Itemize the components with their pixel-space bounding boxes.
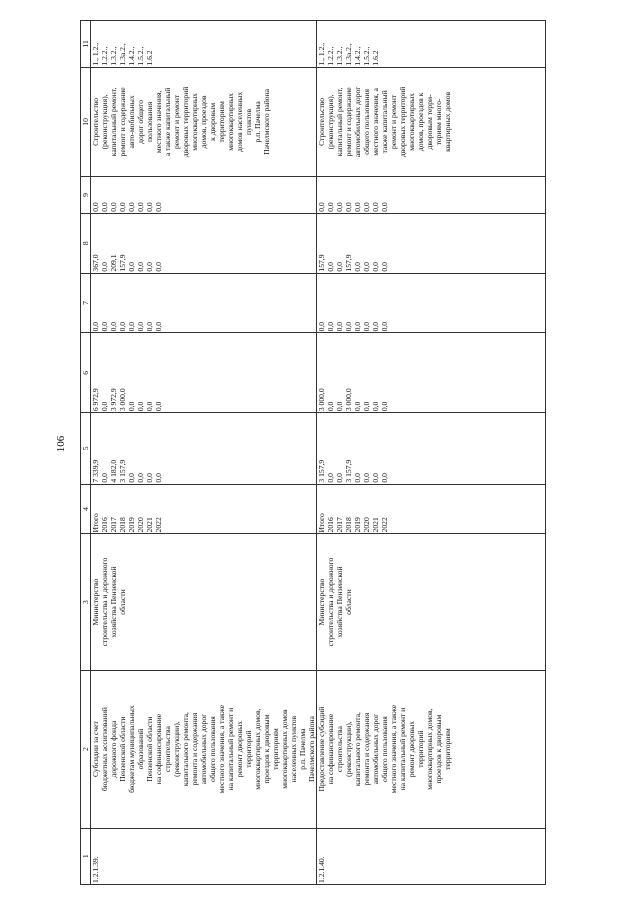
cell-line: 0,0 [127,473,136,483]
cell-line: домов населенных [235,91,244,152]
cell-line: 0,0 [100,202,109,212]
cell-line: образований [136,728,145,770]
cell-line: 1.2.2., [326,46,335,66]
cell-line: 0,0 [317,321,326,332]
cell-line: местного значения, а также [217,704,226,794]
cell-line: 1.3.2., [335,46,344,66]
cell-line: хозяйства Пензенской [335,566,344,638]
cell-line: 0,0 [353,401,362,412]
funding-column-9 [91,177,317,214]
cell-line: дорожного фонда [109,720,118,778]
cell-line: 0,0 [371,473,380,483]
cell-line: 0,0 [353,262,362,272]
cell-line: 0,0 [335,262,344,272]
cell-line: 1.5.2., [362,46,371,66]
cell-line: местного значения, а также [389,704,398,794]
cell-line: ремонт и содержание [344,87,353,157]
cell-line: 157,9 [344,254,353,272]
cell-line: Пачелмского района [262,88,271,155]
cell-line: 0,0 [154,321,163,332]
cell-line: (реконструкция), [100,94,109,150]
cell-line: 1., 1.2., [317,42,326,66]
year-list [317,484,546,534]
cell-line: 2016 [100,517,109,533]
cell-line: 2018 [344,517,353,533]
cell-line: к дворовым [208,102,217,141]
executor [91,534,317,670]
cell-line: 157,9 [317,254,326,272]
cell-line: автомобильных дорог [199,713,208,785]
program-table [80,20,546,885]
cell-line: 0,0 [326,321,335,332]
column-number: 5 [81,413,91,484]
cell-line: 0,0 [371,401,380,412]
cell-line: 0,0 [326,473,335,483]
cell-line: 0,0 [380,262,389,272]
cell-line: местного значения, а [371,88,380,156]
cell-line: 0,0 [100,473,109,483]
cell-line: Министерство [91,578,100,626]
cell-line: дорог общего [136,99,145,144]
column-number: 9 [81,177,91,214]
cell-line: 0,0 [362,401,371,412]
cell-line: 3 972,9 [109,388,118,412]
cell-line: многоквартирных [226,93,235,151]
cell-line: 0,0 [136,321,145,332]
cell-line: территориям [271,728,280,770]
cell-line: многоквартирных домов, [253,708,262,790]
column-number: 2 [81,670,91,828]
cell-line: 2018 [118,517,127,533]
cell-line: Субсидии за счет [91,721,100,777]
cell-line: территорий [416,730,425,768]
cell-line: 2020 [136,517,145,533]
column-number: 1 [81,828,91,884]
cell-line: на капитальный ремонт и [398,707,407,791]
cell-line: 0,0 [326,262,335,272]
cell-line: пользования [145,101,154,143]
cell-line: капитального ремонта, [181,712,190,787]
cell-line: 0,0 [344,321,353,332]
cell-line: 0,0 [380,202,389,212]
cell-line: 0,0 [353,321,362,332]
cell-line: 0,0 [145,401,154,412]
cell-line: 2019 [127,517,136,533]
cell-line: многоквартирных домов, [425,708,434,790]
cell-line: 2021 [145,517,154,533]
funding-column-7 [317,273,546,333]
cell-line: 0,0 [109,202,118,212]
funding-total [91,413,317,484]
cell-line: также капитальный [380,90,389,154]
measure-number: 1.2.1.40. [317,828,546,884]
cell-line: 0,0 [127,321,136,332]
cell-line: 0,0 [145,321,154,332]
cell-line: 0,0 [145,473,154,483]
expected-result [317,67,546,177]
cell-line: 0,0 [127,401,136,412]
cell-line: (реконструкции), [172,721,181,777]
cell-line: автомобильных дорог [371,713,380,785]
cell-line: 2022 [380,517,389,533]
cell-line: ремонта и содержания [362,712,371,786]
cell-line: Пензенской области [118,716,127,782]
cell-line: на софинансирование [154,713,163,785]
cell-line: строительства [163,726,172,773]
cell-line: 1.6.2 [145,50,154,66]
cell-line: общего пользования [362,89,371,155]
cell-line: 0,0 [335,202,344,212]
cell-line: ремонт дворовых [235,720,244,778]
cell-line: хозяйства Пензенской [109,566,118,638]
column-number: 6 [81,333,91,413]
cell-line: Предоставление субсидий [317,706,326,792]
cell-line: 0,0 [344,202,353,212]
cell-line: области [344,589,353,615]
cell-line: Пачелмского района [307,716,316,783]
cell-line: общего пользования [208,716,217,782]
cell-line: 0,0 [380,473,389,483]
table-row [317,21,546,885]
funding-column-7 [91,273,317,333]
cell-line: 0,0 [353,202,362,212]
cell-line: 0,0 [154,202,163,212]
cell-line: 0,0 [118,321,127,332]
cell-line: 0,0 [335,321,344,332]
cell-line: общего пользования [380,716,389,782]
cell-line: 0,0 [362,262,371,272]
cell-line: 4 182,0 [109,459,118,483]
cell-line: 3 157,9 [118,459,127,483]
table-row [91,21,317,885]
cell-line: многоквартирных домов [280,709,289,789]
cell-line: ремонта и содержания [190,712,199,786]
cell-line: Итого [91,513,100,533]
cell-line: 0,0 [127,202,136,212]
cell-line: 0,0 [154,473,163,483]
cell-line: 1.3а.2., [118,43,127,66]
cell-line: 0,0 [362,321,371,332]
cell-line: дворовым терри- [425,94,434,150]
cell-line: территорий [244,730,253,768]
cell-line: домов, проездов к [416,92,425,152]
cell-line: 7 339,9 [91,459,100,483]
cell-line: Строительство [91,97,100,146]
cell-line: 1.5.2., [136,46,145,66]
cell-line: многоквартирных [407,93,416,151]
cell-line: автомобильных дорог [353,86,362,158]
cell-line: 0,0 [371,321,380,332]
cell-line: 2021 [371,517,380,533]
expected-result [91,67,317,177]
cell-line: 2016 [326,517,335,533]
cell-line: проездов к дворовым [262,714,271,784]
cell-line: а также капитальный [163,87,172,157]
cell-line: бюджетных ассигнований [100,707,109,792]
cell-line: 1.4.2., [353,46,362,66]
cell-line: авто-мобильных [127,95,136,149]
cell-line: 1.6.2 [371,50,380,66]
cell-line: проездов к дворовым [434,714,443,784]
cell-line: 0,0 [154,401,163,412]
cell-line: дворовых территорий [181,86,190,158]
cell-line: местного значения, [154,90,163,154]
cell-line: 6 972,9 [91,388,100,412]
cell-line: 0,0 [335,473,344,483]
measure-description [317,670,546,828]
funding-regional [91,333,317,413]
cell-line: (реконструкция), [326,94,335,150]
funding-total [317,413,546,484]
cell-line: ремонт дворовых [407,720,416,778]
cell-line: строительства [335,726,344,773]
cell-line: 3 000,0 [317,388,326,412]
cell-line: (реконструкции), [344,721,353,777]
cell-line: 0,0 [353,473,362,483]
cell-line: р.п. Пачелма [253,101,262,143]
cell-line: 0,0 [362,202,371,212]
funding-local [91,213,317,273]
cell-line: Строительство [317,97,326,146]
cell-line: Пензенской области [145,716,154,782]
cell-line: 0,0 [136,202,145,212]
executor [317,534,546,670]
cell-line: 0,0 [118,202,127,212]
target-indicators [91,21,317,68]
funding-regional [317,333,546,413]
cell-line: 0,0 [145,262,154,272]
cell-line: 0,0 [371,202,380,212]
cell-line: 1., 1.2., [91,42,100,66]
cell-line: 0,0 [100,262,109,272]
cell-line: 0,0 [154,262,163,272]
cell-line: 0,0 [136,262,145,272]
measure-description [91,670,317,828]
cell-line: 0,0 [326,202,335,212]
column-number-row [81,21,91,885]
cell-line: ремонт и ремонт [389,94,398,149]
cell-line: 3 157,9 [317,459,326,483]
cell-line: на капитальный ремонт и [226,707,235,791]
cell-line: территориям [443,728,452,770]
cell-line: 0,0 [91,202,100,212]
column-number: 4 [81,484,91,534]
cell-line: 0,0 [145,202,154,212]
cell-line: 0,0 [326,401,335,412]
column-number: 8 [81,213,91,273]
cell-line: 2017 [109,517,118,533]
year-list [91,484,317,534]
cell-line: 1.3.2., [109,46,118,66]
cell-line: капитальный ремонт, [335,87,344,157]
cell-line: ремонт и содержание [118,87,127,157]
cell-line: бюджетам муниципальных [127,705,136,793]
cell-line: 0,0 [362,473,371,483]
cell-line: 3 157,9 [344,459,353,483]
cell-line: 0,0 [380,321,389,332]
cell-line: 0,0 [136,473,145,483]
cell-line: 2022 [154,517,163,533]
cell-line: 0,0 [317,202,326,212]
column-number: 7 [81,273,91,333]
cell-line: 0,0 [109,321,118,332]
funding-column-9 [317,177,546,214]
cell-line: ремонт и ремонт [172,94,181,149]
cell-line: области [118,589,127,615]
cell-line: 0,0 [127,262,136,272]
cell-line: 2020 [362,517,371,533]
cell-line: 0,0 [371,262,380,272]
cell-line: на софинансирование [326,713,335,785]
cell-line: строительства и дорожного [100,557,109,647]
cell-line: 0,0 [100,321,109,332]
cell-line: многоквартирных [190,93,199,151]
cell-line: 0,0 [136,401,145,412]
cell-line: 0,0 [335,401,344,412]
cell-line: р.п. Пачелма [298,728,307,770]
cell-line: Министерство [317,578,326,626]
cell-line: 3 000,0 [344,388,353,412]
cell-line: населенных пунктов [289,715,298,783]
funding-local [317,213,546,273]
cell-line: 0,0 [91,321,100,332]
cell-line: пунктов [244,108,253,135]
cell-line: Итого [317,513,326,533]
cell-line: домов, проездов [199,95,208,149]
column-number: 3 [81,534,91,670]
target-indicators [317,21,546,68]
cell-line: строительства и дорожного [326,557,335,647]
cell-line: 367,0 [91,254,100,272]
cell-line: 1.2.2., [100,46,109,66]
cell-line: ториям много- [434,98,443,146]
program-table-sheet [80,20,558,885]
cell-line: 209,1 [109,254,118,272]
cell-line: 1.4.2., [127,46,136,66]
cell-line: капитального ремонта, [353,712,362,787]
cell-line: 2017 [335,517,344,533]
cell-line: 2019 [353,517,362,533]
cell-line: территориям [217,101,226,143]
cell-line: 0,0 [380,401,389,412]
cell-line: 3 000,0 [118,388,127,412]
page-number: 106 [55,435,67,453]
cell-line: дворовых территорий [398,86,407,158]
cell-line: капитальный ремонт, [109,87,118,157]
column-number: 10 [81,67,91,177]
measure-number: 1.2.1.39. [91,828,317,884]
cell-line: 1.3а.2., [344,43,353,66]
cell-line: 157,9 [118,254,127,272]
cell-line: квартирных домов [443,91,452,152]
column-number: 11 [81,21,91,68]
cell-line: 0,0 [100,401,109,412]
